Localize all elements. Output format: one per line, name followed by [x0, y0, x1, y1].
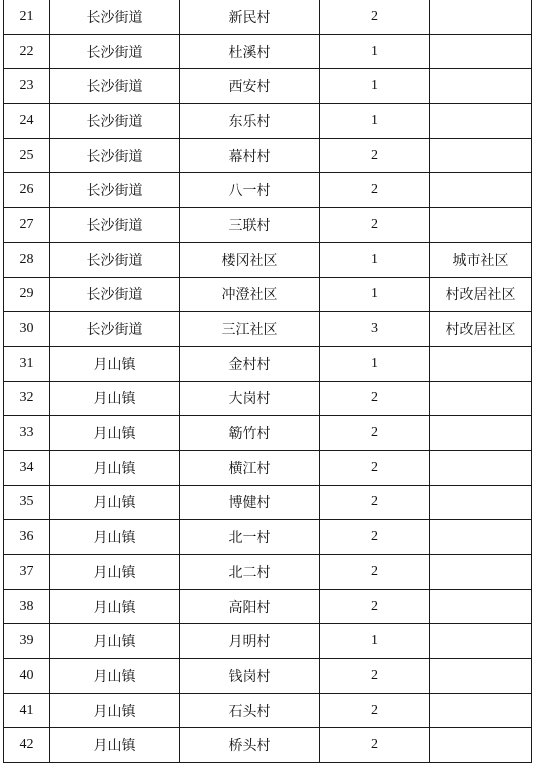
cell-count: 2: [320, 173, 430, 208]
table-row: [4, 416, 532, 451]
cell-note: [430, 69, 532, 104]
table-row: [4, 485, 532, 520]
cell-note: [430, 0, 532, 34]
cell-note: [430, 659, 532, 694]
table-row: [4, 693, 532, 728]
table-row: [4, 624, 532, 659]
cell-row-number: 36: [4, 520, 50, 555]
table-row: [4, 381, 532, 416]
cell-town: 月山镇: [50, 624, 180, 659]
cell-row-number: 34: [4, 450, 50, 485]
cell-row-number: 33: [4, 416, 50, 451]
cell-count: 2: [320, 693, 430, 728]
cell-village: 幕村村: [180, 138, 320, 173]
cell-row-number: 42: [4, 728, 50, 763]
cell-row-number: 38: [4, 589, 50, 624]
cell-town: 长沙街道: [50, 34, 180, 69]
cell-village: 月明村: [180, 624, 320, 659]
cell-town: 长沙街道: [50, 277, 180, 312]
cell-village: 金村村: [180, 346, 320, 381]
cell-row-number: 27: [4, 208, 50, 243]
table-row: [4, 34, 532, 69]
cell-row-number: 40: [4, 659, 50, 694]
table-row: [4, 138, 532, 173]
cell-town: 月山镇: [50, 589, 180, 624]
cell-village: 冲澄社区: [180, 277, 320, 312]
cell-village: 钱岗村: [180, 659, 320, 694]
cell-town: 长沙街道: [50, 138, 180, 173]
cell-town: 月山镇: [50, 485, 180, 520]
cell-town: 长沙街道: [50, 173, 180, 208]
cell-count: 2: [320, 485, 430, 520]
cell-village: 新民村: [180, 0, 320, 34]
cell-note: [430, 589, 532, 624]
cell-row-number: 31: [4, 346, 50, 381]
cell-count: 3: [320, 312, 430, 347]
cell-village: 北一村: [180, 520, 320, 555]
cell-note: 村改居社区: [430, 277, 532, 312]
cell-row-number: 41: [4, 693, 50, 728]
cell-town: 月山镇: [50, 693, 180, 728]
cell-count: 1: [320, 277, 430, 312]
cell-village: 东乐村: [180, 104, 320, 139]
cell-town: 月山镇: [50, 450, 180, 485]
cell-count: 1: [320, 242, 430, 277]
cell-row-number: 26: [4, 173, 50, 208]
cell-village: 簕竹村: [180, 416, 320, 451]
cell-note: [430, 555, 532, 590]
cell-note: [430, 173, 532, 208]
cell-village: 三江社区: [180, 312, 320, 347]
cell-town: 长沙街道: [50, 312, 180, 347]
cell-note: 村改居社区: [430, 312, 532, 347]
cell-count: 2: [320, 381, 430, 416]
cell-count: 2: [320, 138, 430, 173]
cell-note: [430, 104, 532, 139]
cell-row-number: 28: [4, 242, 50, 277]
cell-village: 北二村: [180, 555, 320, 590]
cell-town: 月山镇: [50, 555, 180, 590]
cell-village: 桥头村: [180, 728, 320, 763]
cell-note: [430, 693, 532, 728]
cell-town: 长沙街道: [50, 208, 180, 243]
cell-row-number: 37: [4, 555, 50, 590]
cell-town: 月山镇: [50, 416, 180, 451]
table-row: [4, 346, 532, 381]
cell-count: 1: [320, 34, 430, 69]
cell-row-number: 39: [4, 624, 50, 659]
cell-count: 2: [320, 520, 430, 555]
cell-count: 2: [320, 589, 430, 624]
cell-row-number: 25: [4, 138, 50, 173]
table-row: [4, 0, 532, 34]
cell-village: 石头村: [180, 693, 320, 728]
table-row: [4, 589, 532, 624]
table-row: [4, 208, 532, 243]
cell-village: 三联村: [180, 208, 320, 243]
cell-village: 楼冈社区: [180, 242, 320, 277]
cell-row-number: 23: [4, 69, 50, 104]
cell-count: 2: [320, 555, 430, 590]
cell-village: 大岗村: [180, 381, 320, 416]
cell-row-number: 35: [4, 485, 50, 520]
cell-town: 长沙街道: [50, 242, 180, 277]
cell-village: 八一村: [180, 173, 320, 208]
cell-note: [430, 485, 532, 520]
cell-town: 长沙街道: [50, 104, 180, 139]
cell-town: 月山镇: [50, 346, 180, 381]
cell-town: 长沙街道: [50, 0, 180, 34]
cell-count: 1: [320, 346, 430, 381]
cell-count: 2: [320, 450, 430, 485]
table-row: [4, 659, 532, 694]
cell-row-number: 21: [4, 0, 50, 34]
cell-note: [430, 624, 532, 659]
cell-note: 城市社区: [430, 242, 532, 277]
table-row: [4, 69, 532, 104]
cell-count: 2: [320, 208, 430, 243]
cell-village: 杜溪村: [180, 34, 320, 69]
table-row: [4, 555, 532, 590]
table-row: [4, 520, 532, 555]
table-row: [4, 312, 532, 347]
cell-count: 2: [320, 728, 430, 763]
cell-note: [430, 728, 532, 763]
cell-count: 2: [320, 0, 430, 34]
cell-note: [430, 520, 532, 555]
cell-town: 月山镇: [50, 381, 180, 416]
cell-count: 1: [320, 69, 430, 104]
cell-row-number: 22: [4, 34, 50, 69]
cell-village: 高阳村: [180, 589, 320, 624]
cell-note: [430, 450, 532, 485]
cell-village: 博健村: [180, 485, 320, 520]
cell-count: 1: [320, 104, 430, 139]
village-table: [3, 0, 532, 763]
cell-note: [430, 381, 532, 416]
cell-note: [430, 34, 532, 69]
table-row: [4, 277, 532, 312]
cell-town: 月山镇: [50, 728, 180, 763]
cell-row-number: 29: [4, 277, 50, 312]
cell-note: [430, 138, 532, 173]
cell-note: [430, 208, 532, 243]
cell-row-number: 24: [4, 104, 50, 139]
cell-count: 2: [320, 416, 430, 451]
table-row: [4, 450, 532, 485]
cell-note: [430, 416, 532, 451]
cell-count: 1: [320, 624, 430, 659]
table-row: [4, 173, 532, 208]
cell-count: 2: [320, 659, 430, 694]
cell-note: [430, 346, 532, 381]
cell-town: 月山镇: [50, 659, 180, 694]
cell-town: 长沙街道: [50, 69, 180, 104]
table-row: [4, 728, 532, 763]
cell-village: 西安村: [180, 69, 320, 104]
table-body: [4, 0, 532, 763]
cell-row-number: 30: [4, 312, 50, 347]
cell-town: 月山镇: [50, 520, 180, 555]
cell-row-number: 32: [4, 381, 50, 416]
table-row: [4, 104, 532, 139]
cell-village: 横江村: [180, 450, 320, 485]
table-row: [4, 242, 532, 277]
